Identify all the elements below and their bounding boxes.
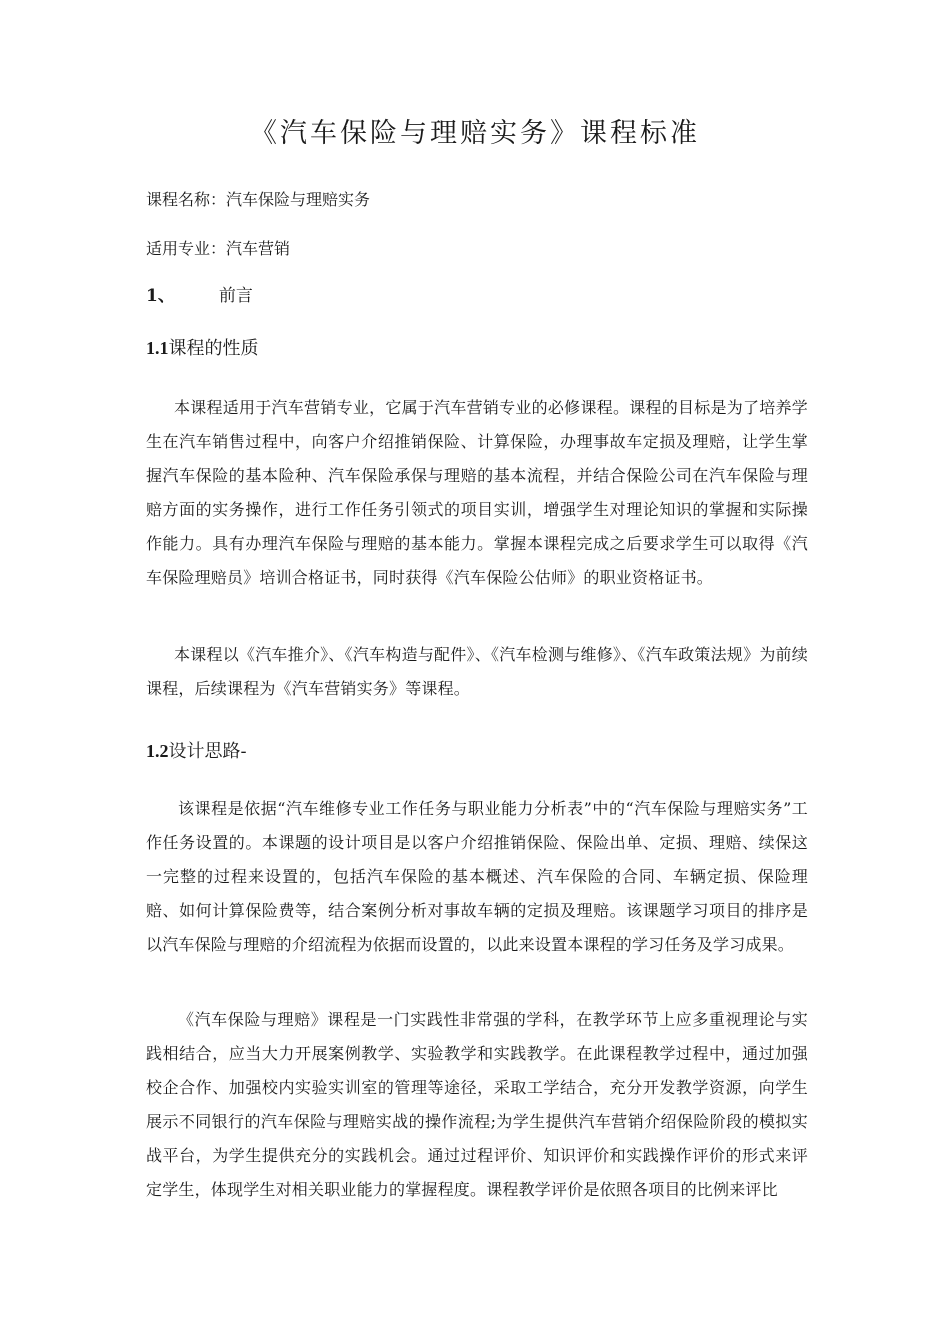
- subsection-heading-course-nature: [146, 335, 259, 362]
- paragraph-course-nature-1: 本课程适用于汽车营销专业，它属于汽车营销专业的必修课程。课程的目标是为了培养学生在汽车销售过程中，向客户介绍推销保险、计算保险，办理事故车定损及理赔，让学生掌握汽车保险的基本险种、汽车保险承保与理赔的基本流程，并结合保险公司在汽车保险与理赔方面的实务操作，进行工作任务引领式的项目实训，增强学生对理论知识的掌握和实际操作能力。具有办理汽车保险与理赔的基本能力。掌握本课程完成之后要求学生可以取得《汽车保险理赔员》培训合格证书，同时获得《汽车保险公估师》的职业资格证书。: [146, 398, 808, 587]
- document-title: 《汽车保险与理赔实务》课程标准: [250, 118, 700, 149]
- subsection-heading-design-ideas: [146, 738, 247, 765]
- applicable-major-line: 适用专业：汽车营销: [146, 239, 291, 258]
- paragraph-design-ideas-2: 《汽车保险与理赔》课程是一门实践性非常强的学科，在教学环节上应多重视理论与实践相结合，应当大力开展案例教学、实验教学和实践教学。在此课程教学过程中，通过加强校企合作、加强校内实验实训室的管理等途径，采取工学结合，充分开发教学资源，向学生展示不同银行的汽车保险与理赔实战的操作流程;为学生提供汽车营销介绍保险阶段的模拟实战平台，为学生提供充分的实践机会。通过过程评价、知识评价和实践操作评价的形式来评定学生，体现学生对相关职业能力的掌握程度。课程教学评价是依照各项目的比例来评比: [146, 1010, 808, 1199]
- section-number: 1、: [146, 286, 175, 306]
- paragraph-course-nature-2: 本课程以《汽车推介》、《汽车构造与配件》、《汽车检测与维修》、《汽车政策法规》为前续课程，后续课程为《汽车营销实务》等课程。: [146, 645, 808, 698]
- subsection-number: 1.1: [146, 338, 169, 358]
- course-name-line: 课程名称：汽车保险与理赔实务: [146, 190, 371, 209]
- subsection-heading-text: 设计思路-: [168, 741, 247, 762]
- paragraph-design-ideas-1: 该课程是依据“汽车维修专业工作任务与职业能力分析表”中的“汽车保险与理赔实务”工作任务设置的。本课题的设计项目是以客户介绍推销保险、保险出单、定损、理赔、续保这一完整的过程来设置的，包括汽车保险的基本概述、汽车保险的合同、车辆定损、保险理赔、如何计算保险费等，结合案例分析对事故车辆的定损及理赔。该课题学习项目的排序是以汽车保险与理赔的介绍流程为依据而设置的，以此来设置本课程的学习任务及学习成果。: [146, 799, 808, 954]
- subsection-heading-text: 课程的性质: [168, 338, 259, 359]
- section-heading-preface: [146, 284, 253, 308]
- subsection-number: 1.2: [146, 741, 169, 761]
- section-heading-text: 前言: [218, 286, 253, 306]
